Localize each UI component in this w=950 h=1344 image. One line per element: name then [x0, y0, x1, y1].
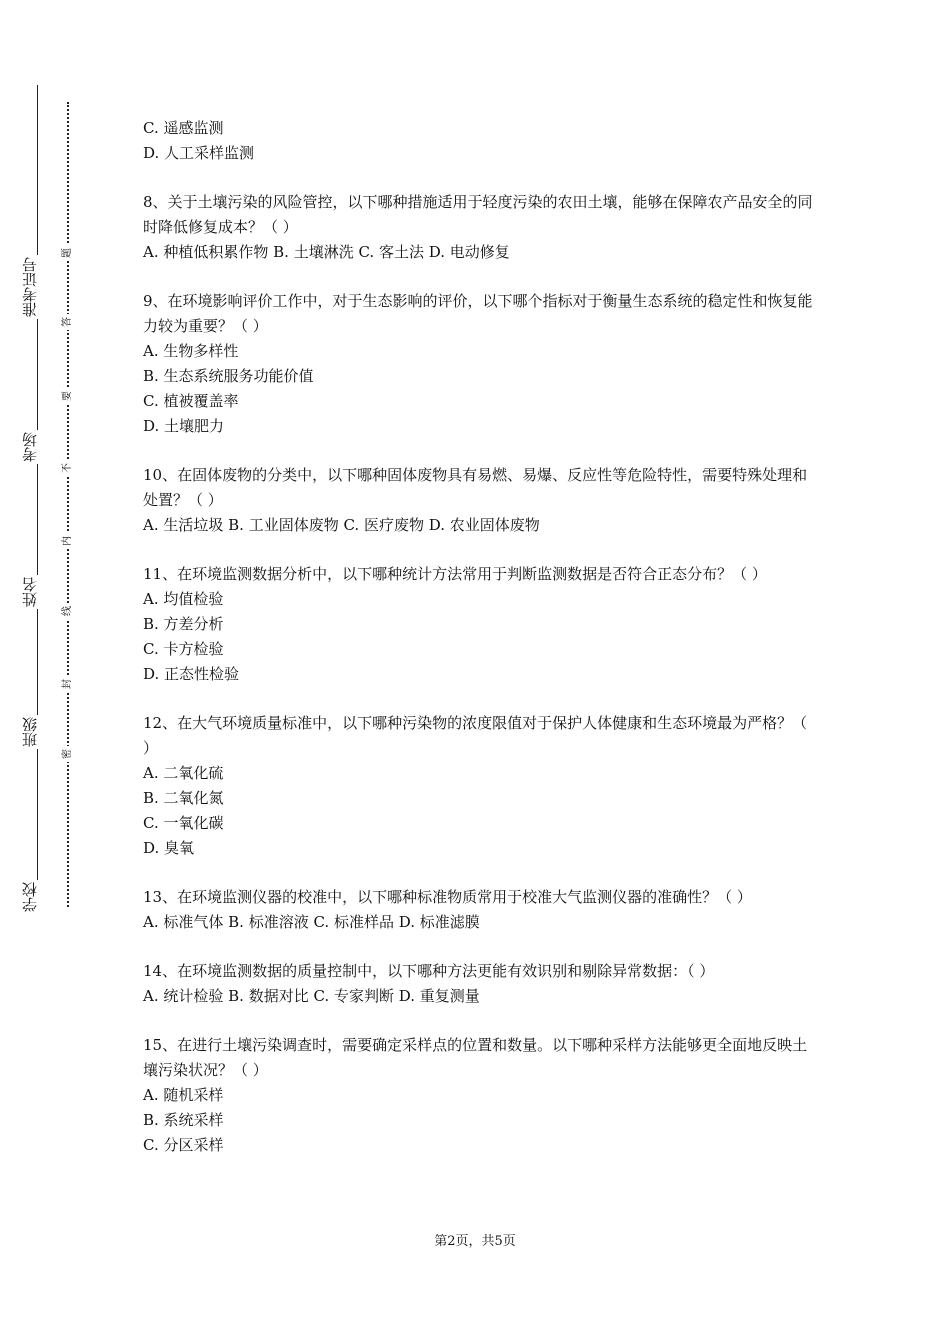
exam-number-label: 准考证号: [22, 255, 48, 319]
question-11: [143, 562, 813, 687]
option-text: A. 统计检验 B. 数据对比 C. 专家判断 D. 重复测量: [143, 987, 480, 1005]
question-13: [143, 885, 813, 935]
option-text: B. 系统采样: [143, 1111, 224, 1129]
question-12: [143, 711, 813, 861]
seal-char: 线: [62, 603, 74, 619]
option-text: A. 随机采样: [143, 1086, 224, 1104]
question-content: [143, 116, 813, 1158]
seal-char: 题: [62, 245, 74, 261]
option-text: B. 方差分析: [143, 615, 224, 633]
binding-margin-line: [37, 85, 38, 905]
option-text: C. 植被覆盖率: [143, 392, 239, 410]
option-text: A. 生活垃圾 B. 工业固体废物 C. 医疗废物 D. 农业固体废物: [143, 516, 540, 534]
option-text: D. 人工采样监测: [143, 144, 255, 162]
exam-room-label: 考场: [22, 430, 48, 464]
seal-char: 封: [62, 676, 74, 692]
option-text: A. 标准气体 B. 标准溶液 C. 标准样品 D. 标准滤膜: [143, 913, 480, 931]
question-stem: 14、在环境监测数据的质量控制中，以下哪种方法更能有效识别和剔除异常数据：（ ）: [143, 962, 715, 980]
school-label: 学校: [22, 880, 48, 914]
question-10: [143, 463, 813, 538]
option-text: A. 种植低积累作物 B. 土壤淋洗 C. 客土法 D. 电动修复: [143, 243, 510, 261]
option-text: D. 正态性检验: [143, 665, 240, 683]
seal-char: 答: [62, 314, 74, 330]
question-stem: 11、在环境监测数据分析中，以下哪种统计方法常用于判断监测数据是否符合正态分布？（ ）: [143, 565, 767, 583]
option-text: D. 臭氧: [143, 839, 195, 857]
seal-dotted-line: [67, 102, 69, 907]
question-stem: 13、在环境监测仪器的校准中，以下哪种标准物质常用于校准大气监测仪器的准确性？（ ）: [143, 888, 752, 906]
question-stem: 15、在进行土壤污染调查时，需要确定采样点的位置和数量。以下哪种采样方法能够更全面地反映土壤污染状况？（ ）: [143, 1036, 808, 1079]
name-label: 姓名: [22, 575, 48, 609]
option-text: B. 二氧化氮: [143, 789, 224, 807]
question-14: [143, 959, 813, 1009]
question-9: [143, 289, 813, 439]
option-text: A. 均值检验: [143, 590, 224, 608]
seal-char: 内: [62, 533, 74, 549]
continued-question: [143, 116, 813, 166]
seal-char: 要: [62, 388, 74, 404]
option-text: B. 生态系统服务功能价值: [143, 367, 314, 385]
option-text: C. 遥感监测: [143, 119, 224, 137]
question-15: [143, 1033, 813, 1158]
seal-char: 密: [62, 746, 74, 762]
question-stem: 9、在环境影响评价工作中，对于生态影响的评价，以下哪个指标对于衡量生态系统的稳定性和恢复能力较为重要？（ ）: [143, 292, 813, 335]
question-stem: 10、在固体废物的分类中，以下哪种固体废物具有易燃、易爆、反应性等危险特性，需要特殊处理和处置？（ ）: [143, 466, 808, 509]
option-text: C. 分区采样: [143, 1136, 224, 1154]
question-8: [143, 190, 813, 265]
option-text: C. 卡方检验: [143, 640, 224, 658]
question-stem: 8、关于土壤污染的风险管控，以下哪种措施适用于轻度污染的农田土壤，能够在保障农产品安全的同时降低修复成本？（ ）: [143, 193, 813, 236]
option-text: A. 生物多样性: [143, 342, 239, 360]
class-label: 班级: [22, 715, 48, 749]
option-text: A. 二氧化硫: [143, 764, 224, 782]
page-footer: 第2页，共5页: [434, 1234, 516, 1249]
option-text: C. 一氧化碳: [143, 814, 224, 832]
option-text: D. 土壤肥力: [143, 417, 225, 435]
question-stem: 12、在大气环境质量标准中，以下哪种污染物的浓度限值对于保护人体健康和生态环境最为严格？（ ）: [143, 714, 808, 757]
seal-char: 不: [62, 460, 74, 476]
